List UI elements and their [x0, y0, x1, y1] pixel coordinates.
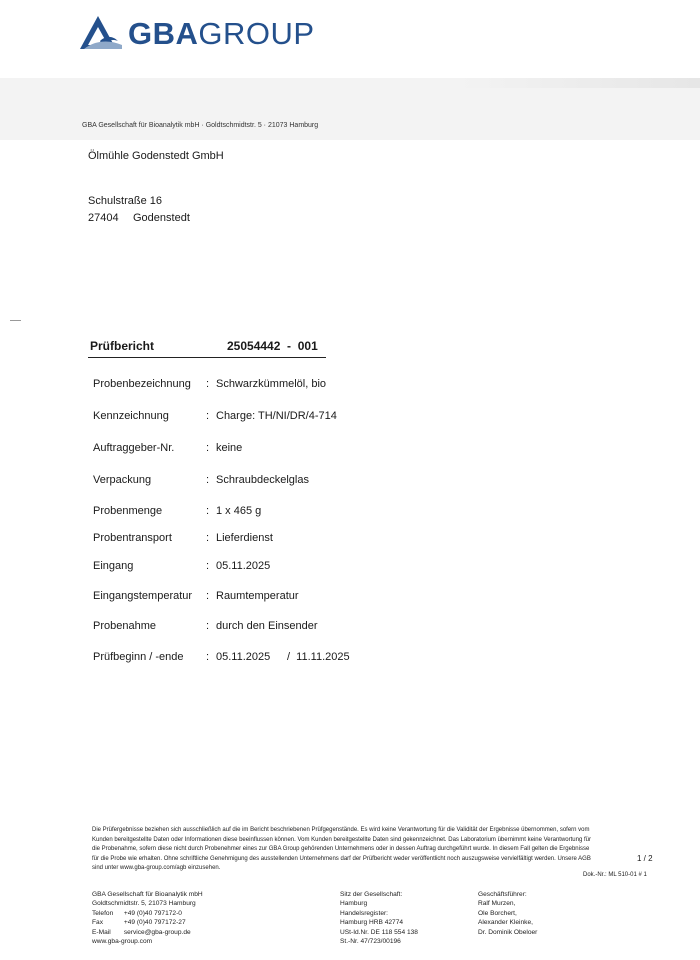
- field-value-end: / 11.11.2025: [287, 651, 350, 663]
- field-separator: :: [206, 474, 210, 486]
- footer-fax: +49 (0)40 797172-27: [123, 919, 186, 927]
- field-value: Schwarzkümmelöl, bio: [216, 378, 327, 390]
- company-logo: [78, 14, 315, 54]
- field-separator: :: [206, 560, 210, 572]
- field-label: Probenmenge: [93, 505, 163, 517]
- footer-st: St.-Nr. 47/723/00196: [340, 938, 401, 946]
- field-separator: :: [206, 590, 210, 602]
- field-value: 05.11.2025: [216, 560, 271, 572]
- footer-md-2: Ole Borchert,: [478, 909, 517, 917]
- report-header: [88, 337, 326, 358]
- footer-phone: +49 (0)40 797172-0: [123, 909, 182, 917]
- field-separator: :: [206, 620, 210, 632]
- footer-company-column: [92, 890, 203, 946]
- footer-company: GBA Gesellschaft für Bioanalytik mbH: [92, 891, 203, 898]
- legal-disclaimer: Die Prüfergebnisse beziehen sich ausschließlich auf die im Bericht beschriebenen Prüfgegenstände. Es wird keine Verantwortung für die Validität der Ergebnisse übernommen, sofern vom Kunden bereitgestellte Daten oder Informationen diese beeinflussen können. Vom Kunden bereitgestellte Daten sind gekennzeichnet. Das Laboratorium übernimmt keine Verantwortung für die Probenahme, sofern diese nicht durch Probenehmer eines zur GBA Group gehörenden Unternehmens oder in dessen Auftrag durchgeführt wurde. In diesem Fall gelten die Ergebnisse für die Probe wie erhalten. Ohne schriftliche Genehmigung des ausstellenden Unternehmens darf der Prüfbericht weder veröffentlicht noch auszugsweise vervielfältigt werden. Unsere AGB sind unter www.gba-group.com/agb einzusehen.: [92, 827, 591, 872]
- footer-md-label: Geschäftsführer:: [478, 891, 527, 898]
- footer-phone-label: Telefon: [92, 909, 114, 917]
- gba-logo-icon: [78, 15, 124, 53]
- footer-email-row: [92, 928, 203, 937]
- footer-register-column: [340, 890, 418, 946]
- fold-mark: [10, 320, 21, 321]
- field-label: Probenahme: [93, 620, 156, 632]
- recipient-name: Ölmühle Godenstedt GmbH: [88, 150, 224, 162]
- field-label: Eingangstemperatur: [93, 590, 193, 602]
- field-value: Raumtemperatur: [216, 590, 299, 602]
- footer-md-1: Ralf Murzen,: [478, 900, 516, 908]
- field-label: Probenbezeichnung: [93, 378, 191, 390]
- footer-seat-label: Sitz der Gesellschaft:: [340, 891, 403, 898]
- field-value-start: 05.11.2025: [216, 651, 271, 663]
- footer-phone-row: [92, 909, 203, 918]
- field-value: Charge: TH/NI/DR/4-714: [216, 410, 337, 422]
- field-label: Probentransport: [93, 532, 172, 544]
- footer-web-link[interactable]: www.gba-group.com: [92, 938, 153, 946]
- footer-email-link[interactable]: service@gba-group.de: [123, 928, 191, 936]
- footer-fax-label: Fax: [92, 919, 103, 927]
- field-value: durch den Einsender: [216, 620, 318, 632]
- field-label: Verpackung: [93, 474, 152, 486]
- footer-management-column: [478, 890, 537, 937]
- field-separator: :: [206, 505, 210, 517]
- field-separator: :: [206, 410, 210, 422]
- page-indicator: 1 / 2: [637, 854, 653, 863]
- footer-address: Goldtschmidtstr. 5, 21073 Hamburg: [92, 900, 196, 908]
- report-title: Prüfbericht: [90, 339, 155, 353]
- footer-fax-row: [92, 918, 203, 927]
- field-value: keine: [216, 442, 243, 454]
- field-separator: :: [206, 651, 210, 663]
- sender-address-line: GBA Gesellschaft für Bioanalytik mbH · Goldtschmidtstr. 5 · 21073 Hamburg: [82, 122, 319, 129]
- field-label: Auftraggeber-Nr.: [93, 442, 175, 454]
- footer-email-label: E-Mail: [92, 928, 111, 936]
- logo-wordmark: GBAGROUP: [128, 16, 315, 51]
- field-value: 1 x 465 g: [216, 505, 262, 517]
- footer-md-4: Dr. Dominik Obeloer: [478, 928, 538, 936]
- footer-register-label: Handelsregister:: [340, 909, 389, 917]
- document-number: Dok.-Nr.: ML 510-01 # 1: [583, 872, 647, 878]
- recipient-city: Godenstedt: [133, 212, 190, 224]
- footer-register: Hamburg HRB 42774: [340, 919, 404, 927]
- report-number: 25054442 - 001: [227, 339, 318, 353]
- field-label: Prüfbeginn / -ende: [93, 651, 184, 663]
- field-label: Kennzeichnung: [93, 410, 169, 422]
- field-value: Schraubdeckelglas: [216, 474, 309, 486]
- field-label: Eingang: [93, 560, 134, 572]
- field-value: Lieferdienst: [216, 532, 273, 544]
- footer-seat: Hamburg: [340, 900, 368, 908]
- field-separator: :: [206, 442, 210, 454]
- header-divider: [460, 78, 700, 88]
- field-separator: :: [206, 378, 210, 390]
- recipient-street: Schulstraße 16: [88, 195, 162, 207]
- recipient-zip: 27404: [88, 212, 119, 224]
- footer-ust: USt-Id.Nr. DE 118 554 138: [340, 928, 418, 936]
- field-separator: :: [206, 532, 210, 544]
- footer-md-3: Alexander Kleinke,: [478, 919, 533, 927]
